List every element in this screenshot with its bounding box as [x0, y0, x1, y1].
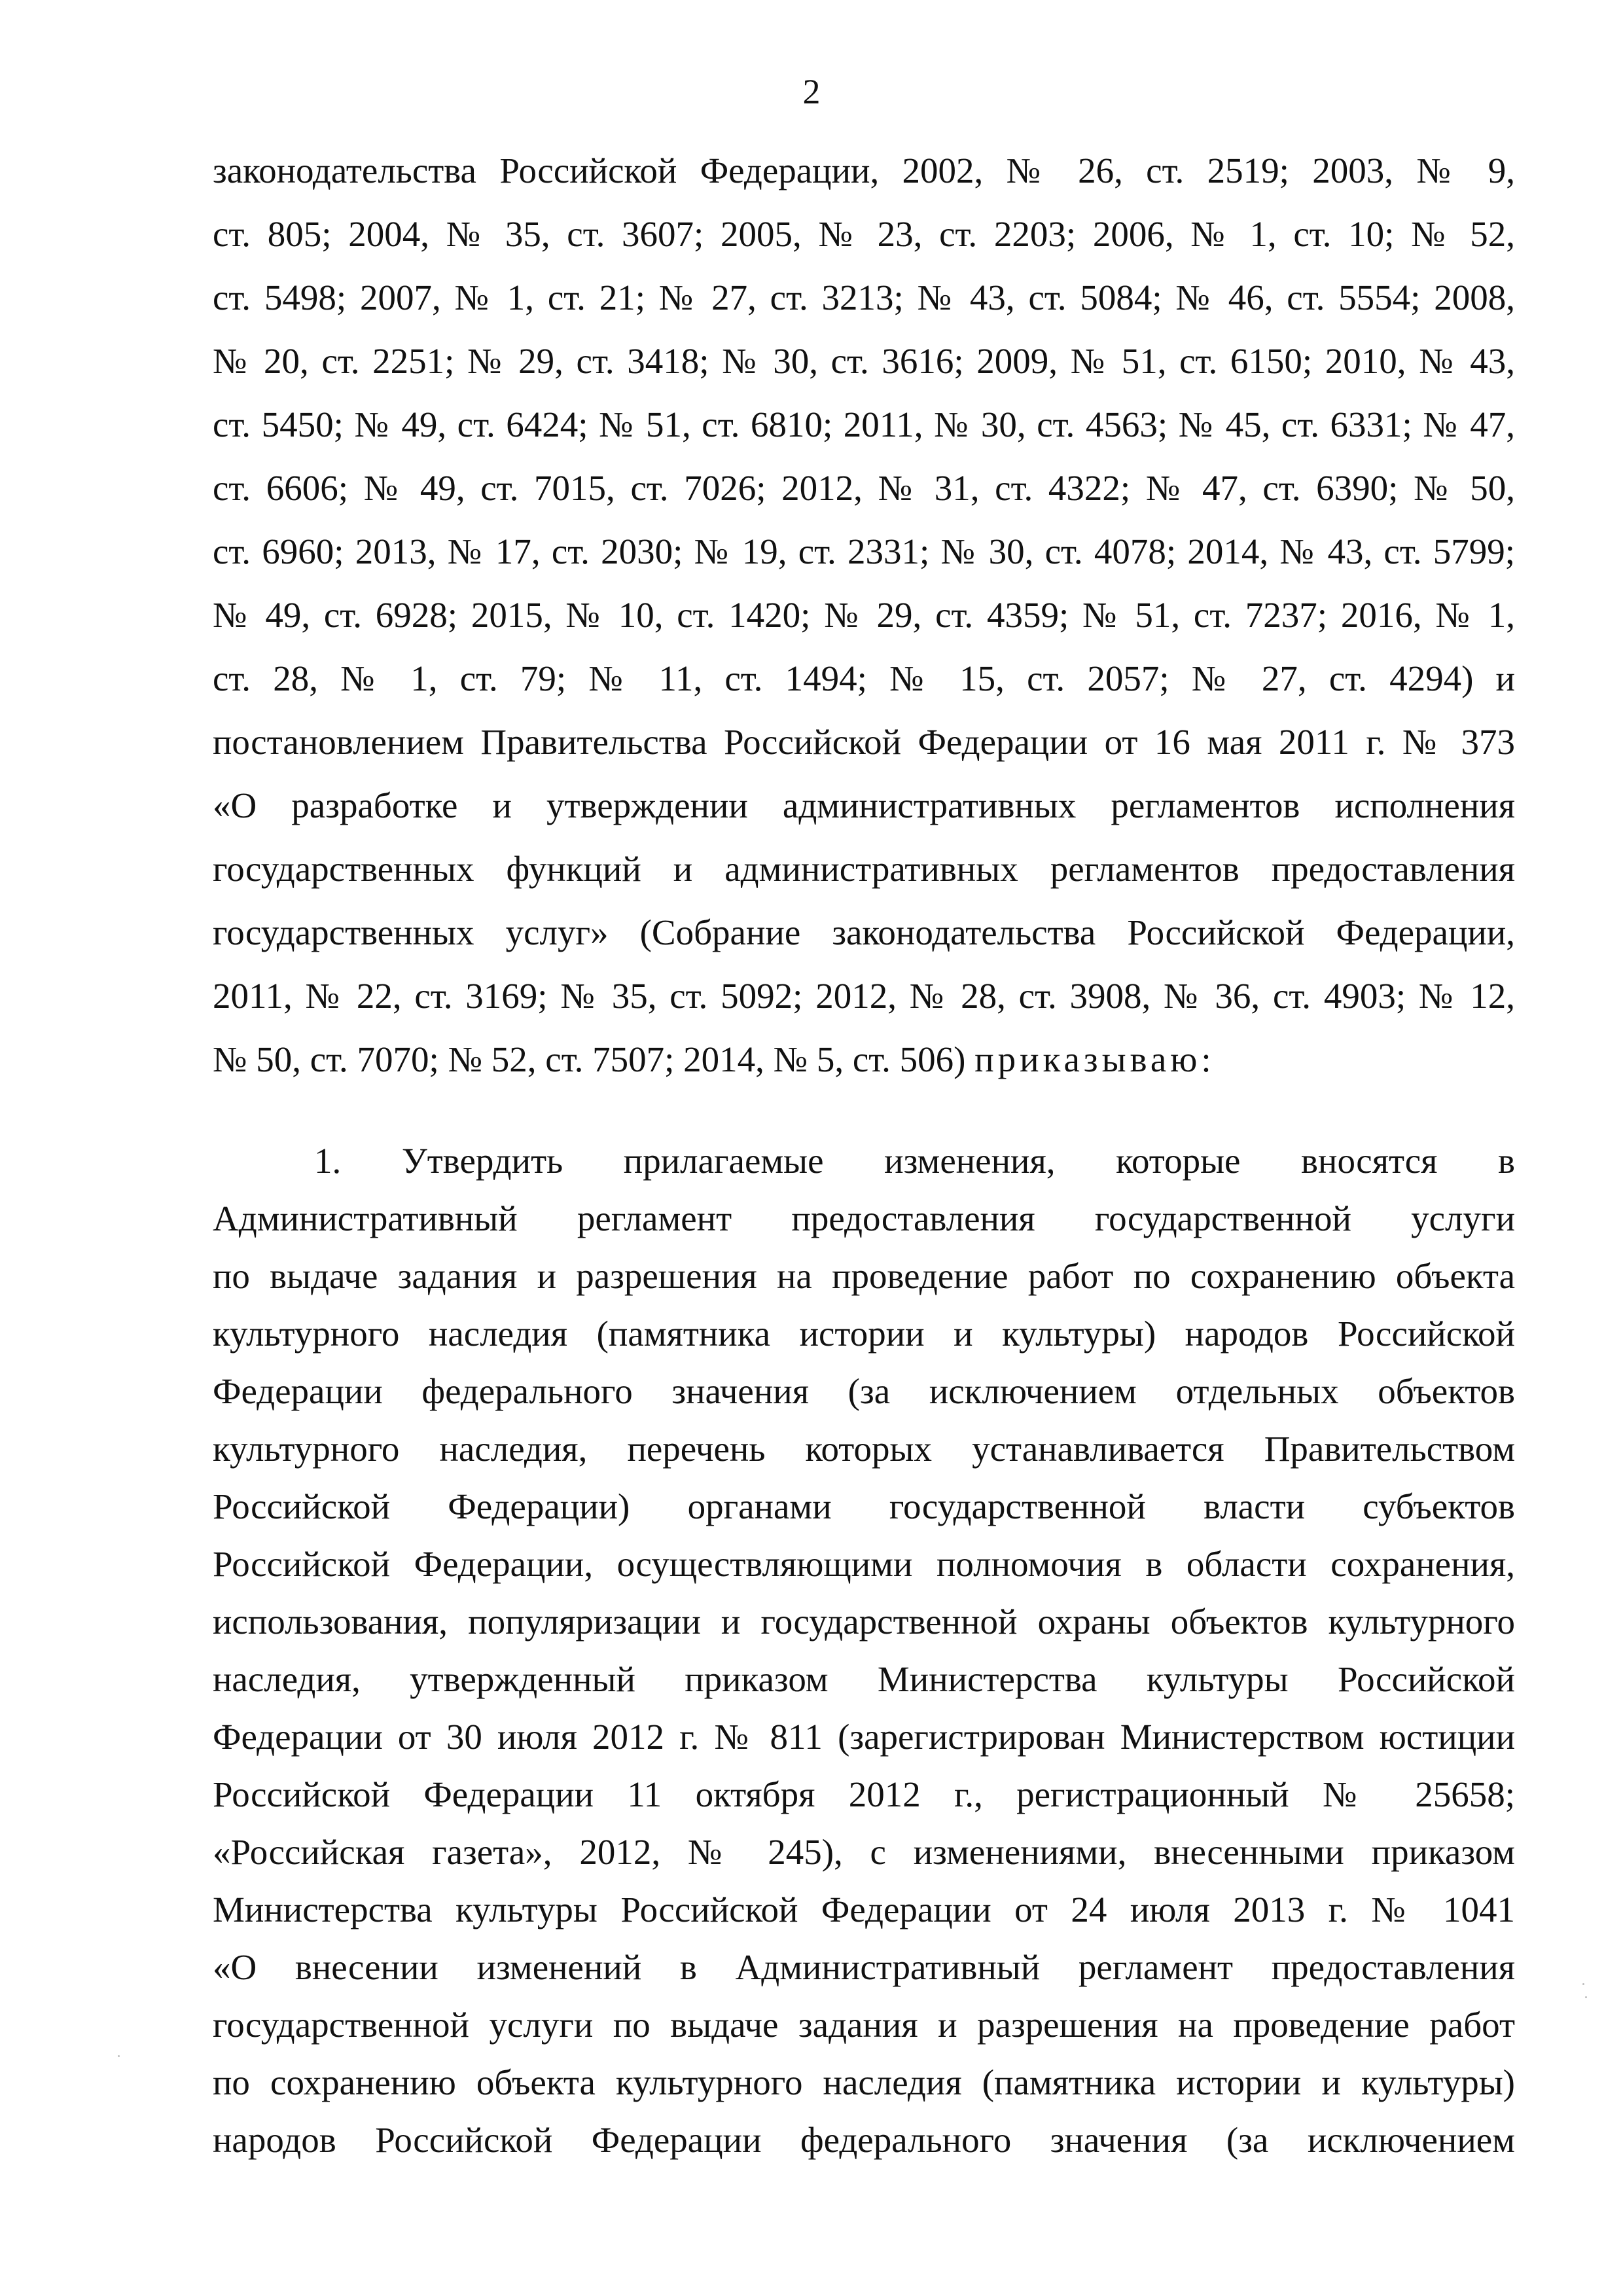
text-line: по сохранению объекта культурного наследия (памятника истории и культуры) — [213, 2062, 1515, 2102]
text-line: ст. 6960; 2013, № 17, ст. 2030; № 19, ст. 2331; № 30, ст. 4078; 2014, № 43, ст. 5799; — [213, 531, 1515, 571]
text-line: 2011, № 22, ст. 3169; № 35, ст. 5092; 2012, № 28, ст. 3908, № 36, ст. 4903; № 12, — [213, 976, 1515, 1016]
text-fragment: № 50, ст. 7070; № 52, ст. 7507; 2014, № 5, ст. 506) — [213, 1039, 975, 1079]
text-line: Федерации федерального значения (за исключением отдельных объектов — [213, 1371, 1515, 1411]
text-line: законодательства Российской Федерации, 2002, № 26, ст. 2519; 2003, № 9, — [213, 151, 1515, 190]
text-line: ст. 28, № 1, ст. 79; № 11, ст. 1494; № 15, ст. 2057; № 27, ст. 4294) и — [213, 658, 1515, 698]
text-line: Административный регламент предоставления государственной услуги — [213, 1198, 1515, 1238]
text-line: Российской Федерации, осуществляющими полномочия в области сохранения, — [213, 1544, 1515, 1584]
scan-artifact — [1582, 1983, 1584, 1985]
text-line: ст. 5450; № 49, ст. 6424; № 51, ст. 6810; 2011, № 30, ст. 4563; № 45, ст. 6331; № 47, — [213, 404, 1515, 444]
text-line: «О разработке и утверждении административных регламентов исполнения — [213, 785, 1515, 825]
text-line: государственных услуг» (Собрание законодательства Российской Федерации, — [213, 912, 1515, 952]
text-line: по выдаче задания и разрешения на проведение работ по сохранению объекта — [213, 1256, 1515, 1296]
text-line: Министерства культуры Российской Федерации от 24 июля 2013 г. № 1041 — [213, 1890, 1515, 1929]
text-line: культурного наследия (памятника истории и культуры) народов Российской — [213, 1314, 1515, 1354]
text-line: № 49, ст. 6928; 2015, № 10, ст. 1420; № 29, ст. 4359; № 51, ст. 7237; 2016, № 1, — [213, 595, 1515, 635]
text-line: № 20, ст. 2251; № 29, ст. 3418; № 30, ст. 3616; 2009, № 51, ст. 6150; 2010, № 43, — [213, 341, 1515, 381]
intro-paragraph — [213, 139, 1515, 1091]
text-line: культурного наследия, перечень которых устанавливается Правительством — [213, 1429, 1515, 1469]
text-line: «О внесении изменений в Административный регламент предоставления — [213, 1947, 1515, 1987]
text-line-final — [213, 1028, 1515, 1091]
text-line: «Российская газета», 2012, № 245), с изменениями, внесенными приказом — [213, 1832, 1515, 1872]
text-line: 1. Утвердить прилагаемые изменения, которые вносятся в — [314, 1141, 1515, 1181]
scan-artifact — [118, 2055, 120, 2057]
text-line: Российской Федерации) органами государственной власти субъектов — [213, 1486, 1515, 1526]
text-line: ст. 5498; 2007, № 1, ст. 21; № 27, ст. 3213; № 43, ст. 5084; № 46, ст. 5554; 2008, — [213, 278, 1515, 317]
text-line: Федерации от 30 июля 2012 г. № 811 (зарегистрирован Министерством юстиции — [213, 1717, 1515, 1757]
paragraph-1 — [213, 1132, 1515, 2169]
text-line: Российской Федерации 11 октября 2012 г., регистрационный № 25658; — [213, 1774, 1515, 1814]
text-line: государственной услуги по выдаче задания и разрешения на проведение работ — [213, 2005, 1515, 2045]
text-line: государственных функций и административных регламентов предоставления — [213, 849, 1515, 889]
scan-artifact — [1585, 1996, 1587, 1998]
page-number: 2 — [802, 72, 821, 111]
text-line: народов Российской Федерации федерального значения (за исключением — [213, 2120, 1515, 2160]
text-line: постановлением Правительства Российской Федерации от 16 мая 2011 г. № 373 — [213, 722, 1515, 762]
text-line: использования, популяризации и государственной охраны объектов культурного — [213, 1602, 1515, 1641]
text-line: наследия, утвержденный приказом Министерства культуры Российской — [213, 1659, 1515, 1699]
text-line: ст. 6606; № 49, ст. 7015, ст. 7026; 2012, № 31, ст. 4322; № 47, ст. 6390; № 50, — [213, 468, 1515, 508]
text-line: ст. 805; 2004, № 35, ст. 3607; 2005, № 23, ст. 2203; 2006, № 1, ст. 10; № 52, — [213, 214, 1515, 254]
order-word: приказываю: — [974, 1039, 1215, 1079]
